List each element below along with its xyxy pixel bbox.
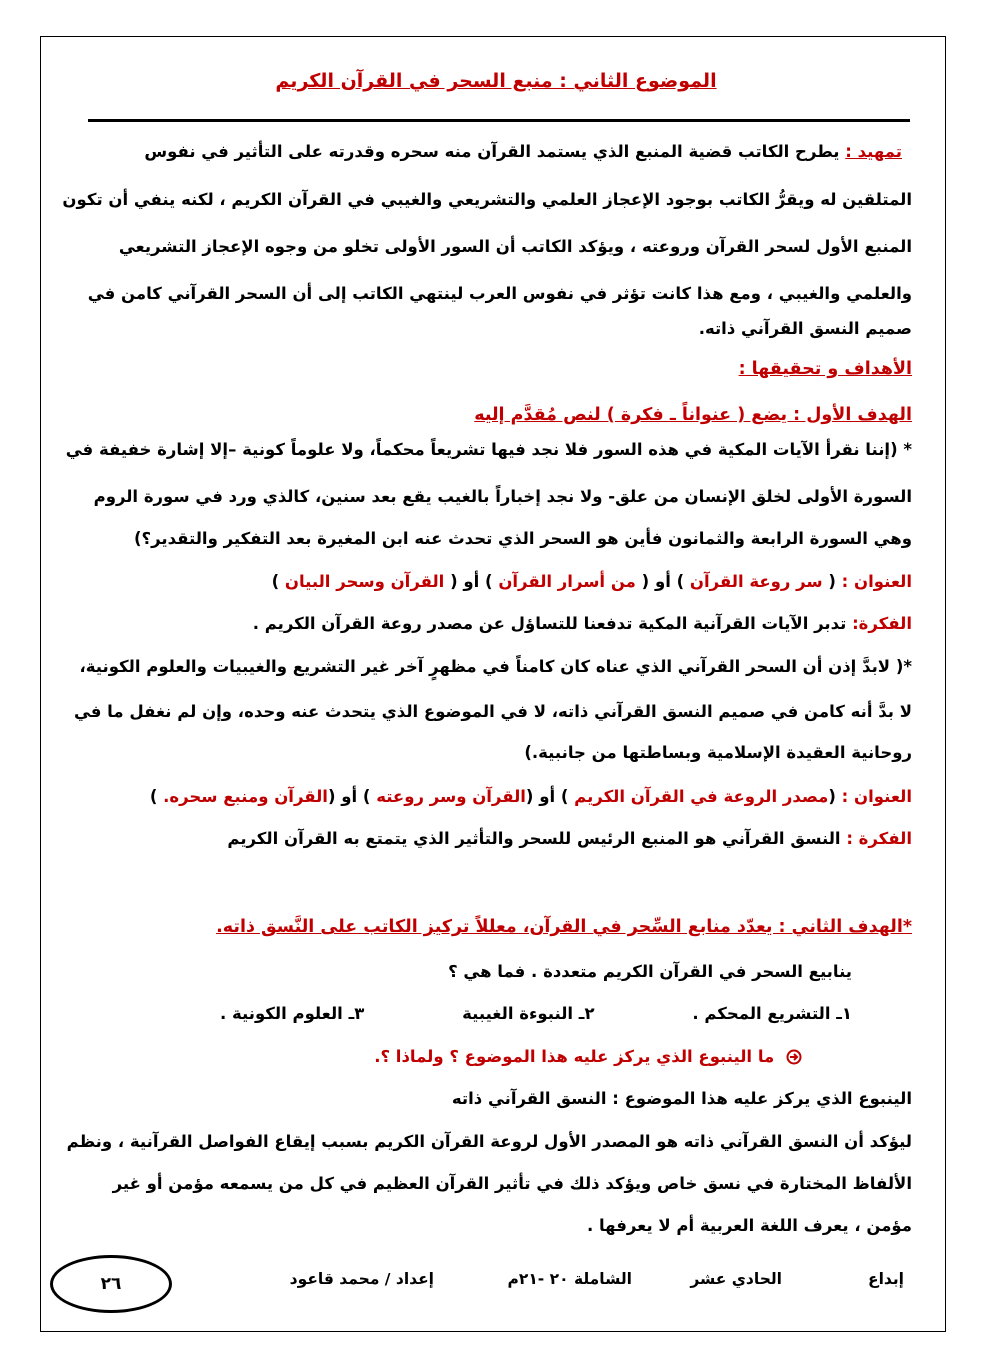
title2-label: العنوان : [841, 787, 912, 806]
title1-option-2: من أسرار القرآن [498, 572, 636, 591]
hand-pointer-icon [786, 1048, 802, 1064]
goal1-idea2-line [60, 827, 912, 851]
title2-or-2: أو [341, 787, 358, 806]
goal2-q2-text: ما الينبوع الذي يركز عليه هذا الموضوع ؟ ولماذا ؟. [374, 1047, 775, 1066]
title1-option-1: سر روعة القرآن [689, 572, 823, 591]
idea1-text: تدبر الآيات القرآنية المكية تدفعنا للتساؤل عن مصدر روعة القرآن الكريم . [252, 614, 847, 633]
title2-or-1: أو [539, 787, 556, 806]
intro-line-5: صميم النسق القرآني ذاته. [698, 319, 912, 338]
goal2-explanation-line-1: ليؤكد أن النسق القرآني ذاته هو المصدر الأول لروعة القرآن الكريم بسبب إيقاع الفواصل القرآنية ، ونظم [66, 1132, 912, 1151]
goal2-heading: *الهدف الثاني : يعدّد منابع السِّحر في القرآن، معللاً تركيز الكاتب على النَّسق ذاته. [216, 917, 912, 937]
goal1-quote2-line-2: لا بدَّ أنه كامن في صميم النسق القرآني ذاته، لا في الموضوع الذي يتحدث عنه وحده، وإن لم نغفل ما في [73, 702, 912, 721]
title2-option-1: مصدر الروعة في القرآن الكريم [574, 787, 829, 806]
goal1-heading: الهدف الأول : يضع ( عنواناً ـ فكرة ) لنص مُقدَّم إليه [474, 405, 912, 425]
list-item: ١ـ التشريع المحكم . [692, 1004, 852, 1023]
goal1-quote1-line-1: * (إننا نقرأ الآيات المكية في هذه السور فلا نجد فيها تشريعاً محكماً، ولا علوماً كونية –إلا إشارة خفيفة في [65, 440, 912, 459]
goal1-title2-line: العنوان : (مصدر الروعة في القرآن الكريم ) أو (القرآن وسر روعته ) أو (القرآن ومنبع سحره. ) [149, 787, 912, 806]
goal2-explanation-line-2: الألفاظ المختارة في نسق خاص ويؤكد ذلك في تأثير القرآن العظيم في كل من يسمعه مؤمن أو غير [112, 1174, 912, 1193]
list-item: ٣ـ العلوم الكونية . [220, 1004, 365, 1023]
page-number: ٢٦ [100, 1274, 122, 1294]
goal1-quote1-line-2: السورة الأولى لخلق الإنسان من علق- ولا نجد إخباراً بالغيب يقع بعد سنين، كالذي ورد في سورة الروم [93, 487, 912, 506]
title2-option-2: القرآن وسر روعته [376, 787, 526, 806]
idea2-text: النسق القرآني هو المنبع الرئيس للسحر والتأثير الذي يتمتع به القرآن الكريم [227, 829, 841, 848]
intro-line-1 [60, 140, 902, 164]
page-title: الموضوع الثاني : منبع السحر في القرآن الكريم [275, 70, 717, 92]
title1-or-1: أو [654, 572, 671, 591]
footer-edition: الشاملة ٢٠ -٢١م [507, 1270, 632, 1288]
intro-line-4: والعلمي والغيبي ، ومع هذا كانت تؤثر في نفوس العرب لينتهي الكاتب إلى أن السحر القرآني كامن في [87, 284, 912, 303]
goals-heading: الأهداف و تحقيقها : [738, 359, 912, 379]
goal2-answer: الينبوع الذي يركز عليه هذا الموضوع : النسق القرآني ذاته [451, 1089, 912, 1108]
intro-text-1: يطرح الكاتب قضية المنبع الذي يستمد القرآن منه سحره وقدرته على التأثير في نفوس [144, 142, 840, 161]
title1-or-2: أو [463, 572, 480, 591]
title1-label: العنوان : [841, 572, 912, 591]
footer-brand: إبداع [868, 1270, 904, 1288]
goal1-quote2-line-3: روحانية العقيدة الإسلامية وبساطتها من جانبية.) [524, 743, 912, 762]
goal1-quote2-line-1: *( لابدَّ إذن أن السحر القرآني الذي عناه كان كامناً في مظهرٍ آخر غير التشريع والغيبيات والعلوم الكونية، [79, 657, 912, 676]
footer-grade: الحادي عشر [690, 1270, 782, 1288]
footer-author: إعداد / محمد قاعود [289, 1270, 434, 1288]
goal2-explanation-line-3: مؤمن ، يعرف اللغة العربية أم لا يعرفها . [586, 1216, 912, 1235]
title1-option-3: القرآن وسحر البيان [284, 572, 445, 591]
intro-label: تمهيد : [845, 142, 902, 161]
title2-option-3: القرآن ومنبع سحره. [163, 787, 328, 806]
intro-line-2: المتلقين له ويقرُّ الكاتب بوجود الإعجاز العلمي والتشريعي والغيبي في القرآن الكريم ، لكنه ينفي أن تكون [62, 190, 912, 209]
footer [60, 1270, 912, 1294]
goal1-quote1-line-3: وهي السورة الرابعة والثمانون فأين هو السحر الذي تحدث عنه ابن المغيرة بعد التفكير والتقدير؟) [134, 529, 912, 548]
goal1-title1-line: العنوان : ( سر روعة القرآن ) أو ( من أسرار القرآن ) أو ( القرآن وسحر البيان ) [271, 572, 912, 591]
goal2-question: ينابيع السحر في القرآن الكريم متعددة . فما هي ؟ [448, 962, 852, 981]
title-divider [88, 119, 910, 122]
intro-line-3: المنبع الأول لسحر القرآن وروعته ، ويؤكد الكاتب أن السور الأولى تخلو من وجوه الإعجاز التشريعي [118, 237, 912, 256]
page-number-badge [50, 1255, 172, 1313]
goal2-question-2 [60, 1045, 802, 1069]
sources-list [220, 1004, 852, 1023]
idea2-label: الفكرة : [846, 829, 912, 848]
idea1-label: الفكرة: [852, 614, 912, 633]
goal1-idea1-line [60, 612, 912, 636]
list-item: ٢ـ النبوءة الغيبية [462, 1004, 595, 1023]
